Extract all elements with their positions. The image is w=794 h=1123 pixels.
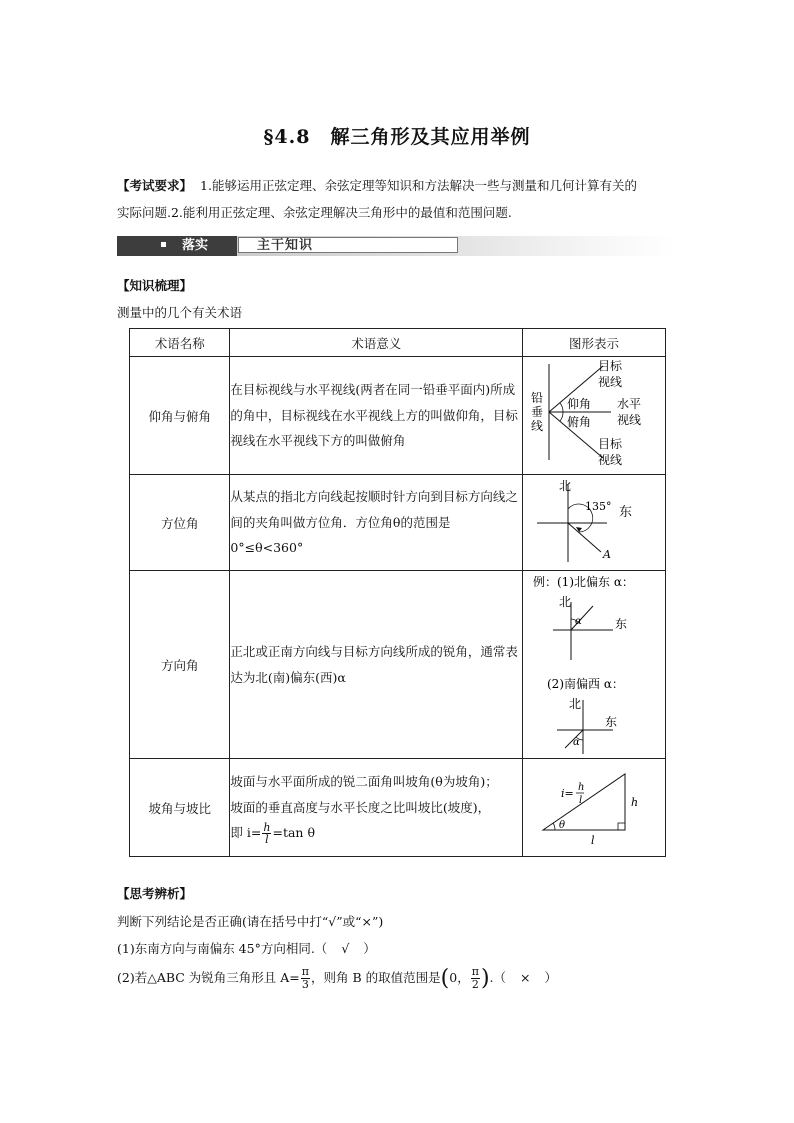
range-left: 0，	[449, 970, 470, 985]
ratio-h-label: h	[577, 781, 585, 793]
header-term-meaning: 术语意义	[230, 329, 523, 357]
a-fraction-numerator: π	[301, 965, 310, 978]
direction-diagram-cell	[522, 571, 665, 759]
row-meaning	[230, 759, 523, 857]
horizontal-label-2: 视线	[616, 412, 641, 427]
target-line	[568, 523, 601, 552]
slope-meaning-line-1: 坡面与水平面所成的锐二面角叫坡角(θ为坡角)；	[230, 774, 498, 790]
fraction-denominator: l	[265, 833, 269, 847]
ratio-i-label: i=	[560, 786, 574, 800]
terms-subheading: 测量中的几个有关术语	[117, 305, 243, 320]
judge-prompt: 判断下列结论是否正确(请在括号中打“√”或“×”)	[117, 914, 384, 929]
thinking-heading: 【思考辨析】	[117, 886, 193, 901]
row-meaning: 在目标视线与水平视线(两者在同一铅垂平面内)所成的角中，目标视线在水平视线上方的叫做仰角，目标视线在水平视线下方的叫做俯角	[230, 357, 523, 475]
depression-arc	[560, 412, 563, 421]
north-label-1: 北	[558, 594, 571, 609]
range-right-fraction	[471, 966, 480, 991]
target-bottom-label: 目标	[597, 436, 622, 451]
length-l-label: l	[590, 833, 595, 847]
east-label-2: 东	[604, 714, 617, 729]
height-h-label: h	[630, 795, 639, 809]
theta-label: θ	[558, 819, 566, 831]
row-name: 方向角	[130, 571, 230, 759]
elevation-diagram-cell	[522, 357, 665, 475]
elevation-depression-diagram	[523, 358, 665, 474]
alpha-label-1: α	[574, 615, 582, 627]
square-bullet-icon	[161, 242, 166, 247]
a-fraction-denominator: 3	[301, 978, 309, 991]
east-label: 东	[618, 504, 632, 520]
depression-angle-label: 俯角	[566, 414, 591, 429]
slope-diagram	[523, 760, 665, 856]
question-2	[117, 966, 557, 991]
point-a-label: A	[602, 547, 611, 561]
requirements-line-2: 实际问题.2.能利用正弦定理、余弦定理解决三角形中的最值和范围问题.	[117, 205, 512, 220]
question-2-prefix: (2)若△ABC 为锐角三角形且 A=	[117, 970, 300, 985]
question-1-answer: √	[341, 941, 350, 956]
table-row	[130, 571, 666, 759]
requirements-line-1: 1.能够运用正弦定理、余弦定理等知识和方法解决一些与测量和几何计算有关的	[200, 178, 637, 193]
alpha-label-2: α	[572, 736, 580, 748]
question-1	[117, 939, 376, 957]
table-row	[130, 357, 666, 475]
row-name: 仰角与俯角	[130, 357, 230, 475]
r-fraction-numerator: π	[471, 965, 479, 978]
target-bottom-label-2: 视线	[597, 452, 622, 467]
row-name: 坡角与坡比	[130, 759, 230, 857]
slope-ratio-fraction	[262, 822, 271, 845]
right-paren: )	[480, 966, 490, 991]
vertical-label-1: 铅	[530, 390, 543, 405]
page-title: §4.8 解三角形及其应用举例	[263, 126, 531, 148]
table-row	[130, 759, 666, 857]
east-label-1: 东	[614, 616, 627, 631]
section-bar-right-label: 主干知识	[257, 238, 314, 253]
table-header-row	[130, 329, 666, 357]
section-bar	[117, 236, 677, 256]
slope-formula-suffix: =tan θ	[272, 825, 315, 841]
header-figure: 图形表示	[522, 329, 665, 357]
right-angle-mark	[618, 823, 625, 830]
theta-arc	[553, 823, 555, 830]
section-bar-right	[238, 237, 458, 253]
direction-angle-diagram	[523, 572, 665, 758]
row-name: 方位角	[130, 475, 230, 571]
example-1-label: 例：(1)北偏东 α：	[532, 574, 634, 589]
horizontal-label-1: 水平	[616, 396, 641, 411]
ratio-l-label: l	[578, 794, 583, 806]
question-1-text: (1)东南方向与南偏东 45°方向相同.（	[117, 941, 328, 956]
header-term-name: 术语名称	[130, 329, 230, 357]
row-meaning: 正北或正南方向线与目标方向线所成的锐角，通常表达为北(南)偏东(西)α	[230, 571, 523, 759]
section-bar-left-label: 落实	[182, 238, 209, 253]
bearing-diagram-cell	[522, 475, 665, 571]
left-paren: (	[440, 966, 450, 991]
table-row	[130, 475, 666, 571]
elevation-arc	[560, 403, 563, 412]
vertical-label-2: 垂	[530, 404, 543, 419]
slope-diagram-cell	[522, 759, 665, 857]
fraction-numerator: h	[263, 821, 271, 835]
question-2-answer: ×	[520, 970, 531, 985]
vertical-label-3: 线	[530, 418, 543, 433]
question-2-open-bracket: .（	[489, 970, 507, 985]
question-1-close: ）	[363, 941, 376, 956]
target-top-label: 目标	[597, 358, 622, 373]
elevation-angle-label: 仰角	[566, 396, 591, 411]
terms-table	[129, 328, 666, 857]
north-label-2: 北	[568, 696, 581, 711]
requirements-tag: 【考试要求】	[117, 178, 193, 193]
slope-meaning-line-2: 坡面的垂直高度与水平长度之比叫坡比(坡度)，	[230, 799, 491, 815]
north-label: 北	[558, 478, 571, 493]
question-2-mid: ，则角 B 的取值范围是	[311, 970, 441, 985]
example-2-label: (2)南偏西 α：	[546, 676, 624, 691]
angle-label: 135°	[584, 499, 612, 513]
r-fraction-denominator: 2	[471, 978, 479, 991]
target-top-label-2: 视线	[597, 374, 622, 389]
row-meaning: 从某点的指北方向线起按顺时针方向到目标方向线之间的夹角叫做方位角．方位角θ的范围是 0°≤θ<360°	[230, 475, 523, 571]
angle-a-fraction	[301, 966, 310, 991]
section-bar-left	[117, 236, 237, 256]
exam-requirements	[117, 172, 682, 226]
slope-formula-prefix: 即 i=	[230, 825, 262, 841]
knowledge-heading: 【知识梳理】	[117, 278, 193, 293]
question-2-close: ）	[544, 970, 558, 985]
bearing-diagram	[523, 476, 665, 570]
